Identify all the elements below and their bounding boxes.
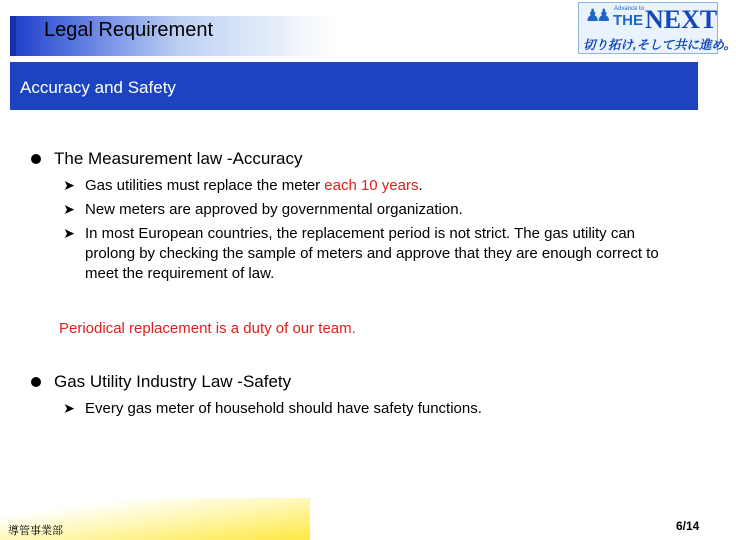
title-accent-edge xyxy=(10,16,16,56)
bullet-item: In most European countries, the replacement period is not strict. The gas utility can prolong by checking the sample of meters and approve that they are enough correct to meet the requirement of law. xyxy=(85,225,659,282)
highlight-text: each 10 years xyxy=(324,177,419,194)
arrow-bullet-icon: ➤ xyxy=(63,201,75,217)
bullet-item-period: . xyxy=(418,177,423,194)
section-heading: Gas Utility Industry Law -Safety xyxy=(54,372,292,391)
logo-the: THE xyxy=(613,12,643,29)
people-icon: ♟♟ xyxy=(585,6,608,25)
logo-tagline: 切り拓け,そして共に進め。 xyxy=(583,38,736,52)
logo-next: NEXT xyxy=(645,5,718,34)
bullet-item xyxy=(85,176,685,196)
logo-small-text: Advance to xyxy=(614,6,645,12)
bullet-item-text: Gas utilities must replace the meter xyxy=(85,177,325,194)
bullet-item: Every gas meter of household should have safety functions. xyxy=(85,400,482,417)
bullet-dot xyxy=(31,377,41,387)
page-number: 6/14 xyxy=(676,519,700,533)
page-title: Legal Requirement xyxy=(44,19,213,41)
section-heading: The Measurement law -Accuracy xyxy=(54,149,303,168)
department-label: 導管事業部 xyxy=(8,525,63,537)
the-next-logo xyxy=(578,2,736,54)
arrow-bullet-icon: ➤ xyxy=(63,225,75,241)
bullet-item: New meters are approved by governmental organization. xyxy=(85,201,463,218)
section-band-label: Accuracy and Safety xyxy=(20,78,176,97)
bullet-dot xyxy=(31,154,41,164)
duty-note: Periodical replacement is a duty of our team. xyxy=(59,320,356,337)
arrow-bullet-icon: ➤ xyxy=(63,400,75,416)
arrow-bullet-icon: ➤ xyxy=(63,177,75,193)
